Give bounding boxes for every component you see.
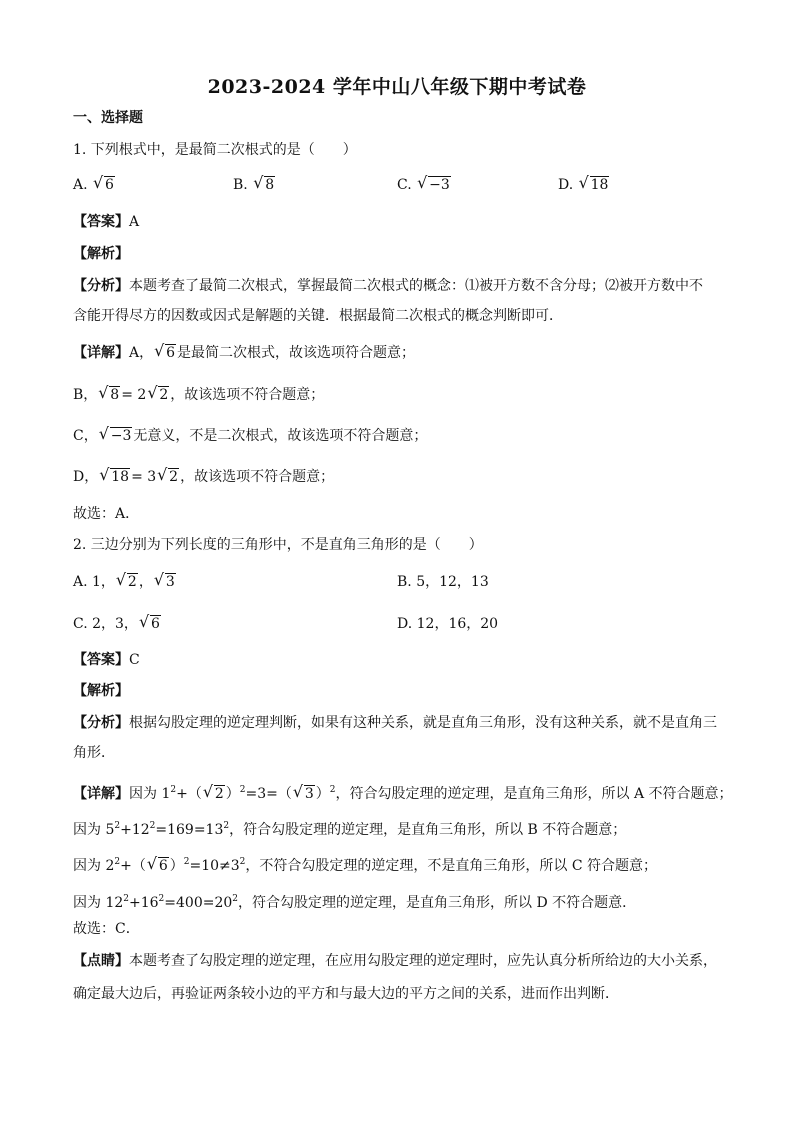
q2-analysis-tag: 【解析】	[73, 683, 129, 699]
q1-stem: 1. 下列根式中，是最简二次根式的是（ ）	[73, 142, 357, 158]
q1-option-d: D. √ 18	[558, 175, 610, 195]
q2-option-d: D. 12，16，20	[397, 616, 499, 632]
sqrt-expr: √ 6	[140, 614, 161, 634]
sqrt-expr: √ 6	[94, 175, 115, 195]
sqrt-expr: √ 2	[158, 467, 179, 487]
sqrt-expr: √ 3	[294, 784, 315, 804]
q1-fenxi-line1: 【分析】本题考查了最简二次根式，掌握最简二次根式的概念：⑴被开方数不含分母；⑵被开方数中不	[73, 278, 703, 294]
q2-detail-3: 因为 $2^2+(√$ 6 ）$^2=10\ne 3^2$，不符合勾股定理的逆定理，不是直角三角形，所以 C 符合题意；	[73, 852, 657, 876]
q1-option-b: B. √ 8	[233, 175, 276, 195]
q1-detail-c: C，√ −3 无意义，不是二次根式，故该选项不符合题意；	[73, 426, 427, 446]
q1-fenxi-line2: 含能开得尽方的因数或因式是解题的关键．根据最简二次根式的概念判断即可．	[73, 308, 563, 324]
q1-choose: 故选：A．	[73, 506, 140, 522]
q1-option-c: C. √ −3	[397, 175, 452, 195]
q2-fenxi-line1: 【分析】根据勾股定理的逆定理判断，如果有这种关系，就是直角三角形，没有这种关系，就不是直角三	[73, 715, 717, 731]
sqrt-expr: √ 18	[580, 175, 610, 195]
q1-option-a: A. √ 6	[73, 175, 116, 195]
sqrt-expr: √ 6	[148, 856, 169, 876]
q1-detail-b: B，√ 8 = 2√ 2 ，故该选项不符合题意；	[73, 385, 324, 405]
q2-dianjing-line1: 【点睛】本题考查了勾股定理的逆定理，在应用勾股定理的逆定理时，应先认真分析所给边的大小关系，	[73, 953, 717, 969]
q2-detail-1: 【详解】因为 $1^2+(√$ 2 ）$^2$=3=（√ 3 ）$^2$，符合勾股定理的逆定理，是直角三角形，所以 A 不符合题意；	[73, 780, 733, 804]
q2-option-a: A. 1，√ 2 ，√ 3	[73, 572, 177, 592]
sqrt-expr: √ 18	[100, 467, 130, 487]
q1-answer: 【答案】A	[73, 214, 140, 230]
sqrt-expr: √ 2	[204, 784, 225, 804]
q2-choose: 故选：C．	[73, 921, 140, 937]
q2-answer: 【答案】C	[73, 652, 140, 668]
q1-detail-a: 【详解】A，√ 6 是最简二次根式，故该选项符合题意；	[73, 343, 415, 363]
q2-fenxi-line2: 角形．	[73, 745, 115, 761]
q2-dianjing-line2: 确定最大边后，再验证两条较小边的平方和与最大边的平方之间的关系，进而作出判断．	[73, 986, 619, 1002]
q1-analysis-tag: 【解析】	[73, 246, 129, 262]
sqrt-expr: √ 6	[155, 343, 176, 363]
section-heading: 一、选择题	[73, 110, 143, 126]
sqrt-expr: √ 2	[148, 385, 169, 405]
q2-detail-2: 因为 $5^2+12^2=169=13^2$，符合勾股定理的逆定理，是直角三角形，所以 B 不符合题意；	[73, 821, 627, 838]
q2-detail-4: 因为 $12^2+16^2=400=20^2$，符合勾股定理的逆定理，是直角三角形，所以 D 不符合题意．	[73, 894, 637, 911]
q2-option-c: C. 2，3，√ 6	[73, 614, 162, 634]
q2-option-b: B. 5，12，13	[397, 574, 489, 590]
page-title: 2023-2024 学年中山八年级下期中考试卷	[207, 76, 587, 98]
sqrt-expr: √ 8	[99, 385, 120, 405]
sqrt-expr: √ 2	[117, 572, 138, 592]
sqrt-expr: √ −3	[100, 426, 133, 446]
sqrt-expr: √ 3	[155, 572, 176, 592]
sqrt-expr: √ 8	[254, 175, 275, 195]
q1-detail-d: D，√ 18 = 3√ 2 ，故该选项不符合题意；	[73, 467, 334, 487]
q2-stem: 2. 三边分别为下列长度的三角形中，不是直角三角形的是（ ）	[73, 537, 483, 553]
sqrt-expr: √ −3	[418, 175, 451, 195]
